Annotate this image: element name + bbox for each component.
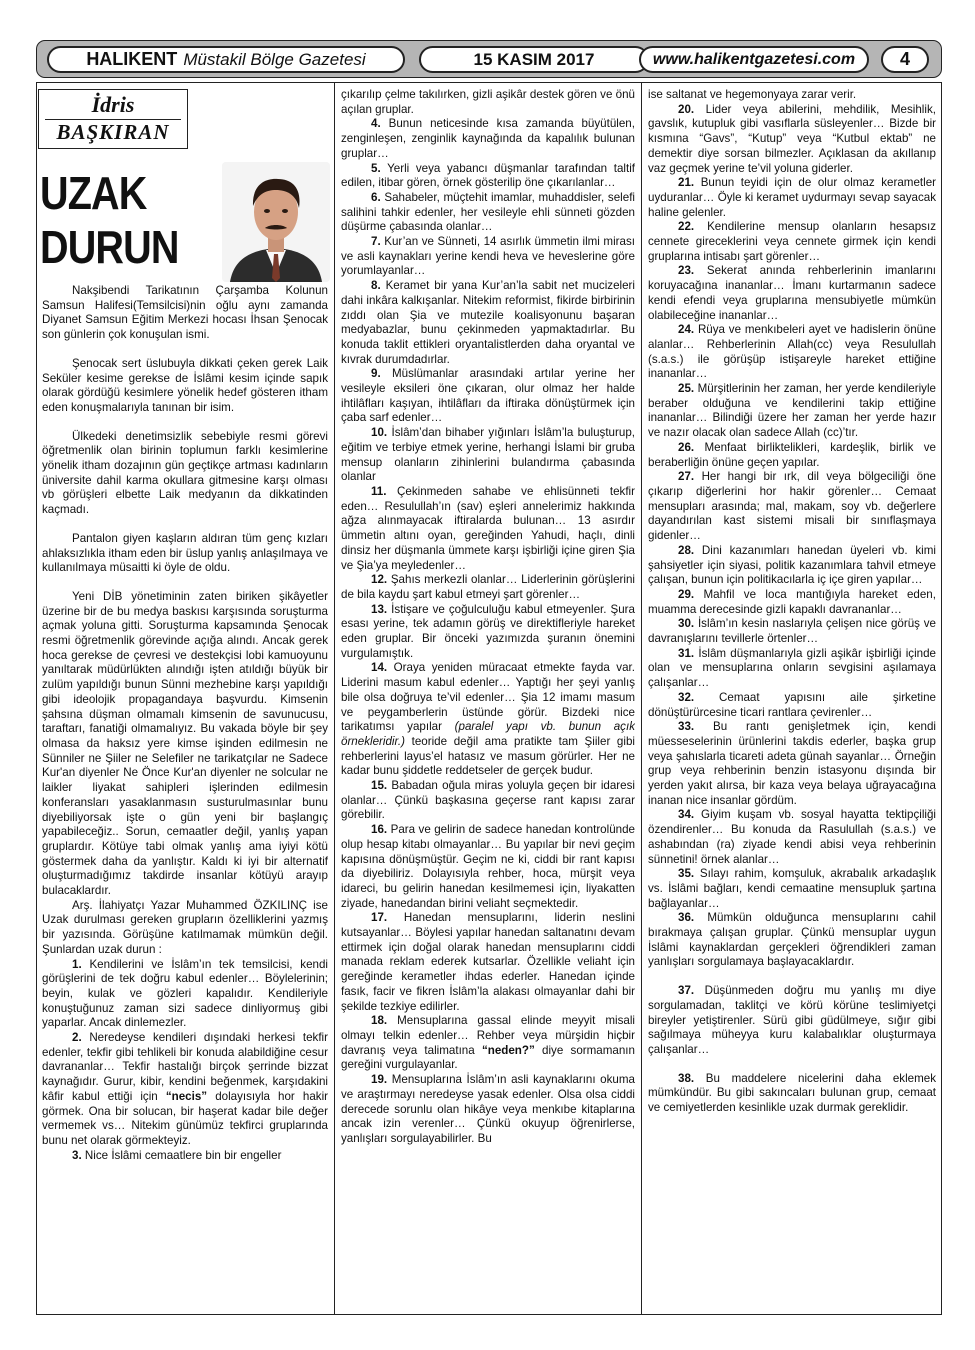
headline-line-1: UZAK (40, 167, 147, 219)
list-item: 35. Sılayı rahim, komşuluk, akrabalık arkadaşlık vs. İslâmi bağları, kendi cemaatine mensupluk şartına bağlayanlar… (648, 867, 936, 910)
column-divider (334, 82, 335, 1315)
issue-date: 15 KASIM 2017 (419, 46, 649, 73)
author-portrait-icon (222, 162, 330, 282)
list-item: 31. İslâm düşmanlarıyla gizli aşikâr işbirliği içinde olan ve mensuplarına onların sevgisini aşılamaya çalışanlar… (648, 646, 936, 690)
list-item: 19. Mensuplarına İslâm’ın asli kaynaklarını okuma ve araştırmayı neredeyse yasak edenler. Olsa olsa ciddi derecede sorunlu olan hikâye veya menkıbe kitaplarına ancak izin verenler… Çünkü okuyup öğrenirlerse, yanlışları sorgulayabilirler. Bu (341, 1073, 635, 1145)
list-item: 17. Hanedan mensuplarını, liderin neslini kutsayanlar… Böylesi yapılar hanedan saltanatını devam ettirmek için doğal olarak hanedan mensuplarını ciddi manada reklam ederek kutsarlar. Özellikle veliaht için gereğinde kerametler ihdas ederler. Hanedan içinde fasık, facir ve fikren İslâm’la alakası olmayanlar dahi bir şekilde tezkiye edilirler. (341, 911, 635, 1013)
masthead-title-pill (47, 46, 405, 73)
paragraph: Yeni DİB yönetiminin zaten biriken şikâyetler üzerine bir de bu medya baskısı karşısında soruşturma açmak yoluna gitti. Soruşturma kapsamında Şenocak resmi öğretmenlik görevinde açığa alındı. Ancak gerek hoca gerekse de çevresi ve destekçisi lobi kamuoyunu yanıltarak müdürlükten alındığı işten atıldığı büyük bir zulüm yapıldığı bunun Sünni mezhebine karşı yapıldığı gibi ideolojik propagandaya başvurdu. Kimsenin şahsına düşman olmamalı kimsenin de savunucusu, taraftarı, fanatiği olmamalıyız. Bu vakada böyle bir şey olmasa da haksız yere kimse işinden edilmesin ne Sünniler ne Şiiler ne Selefiler ne tarikatçılar ne Sadece Kur'an diyenler Ne Önce Kur'an diyenler ne solcular ne laikler liyakat sahipleri işlerinden edilmesin konferansları yasaklanmasın susturulmasınlar bunu diyebiliyorsak işte o gün yeni bir başlangıç yapabileceğiz.. Sorun, cemaatler değil, yanlış yapan gruplardır. Kötüye tabi olmak yanlış ama iyiyi kötü göstermek daha da yanlıştır. Kaldı ki iyi bir alternatif oluşturmadığımız takdirde insanlar kötüyü arayıp bulacaklardır. (42, 589, 328, 898)
paragraph: çıkarılıp çelme takılırken, gizli aşikâr destek gören ve önü açılan gruplar. (341, 88, 635, 116)
list-item: 29. Mahfil ve loca mantığıyla hareket eden, muamma derecesinde gizli kapaklı davrananlar… (648, 587, 936, 616)
list-item: 18. Mensuplarına gassal elinde meyyit misali olmayı telkin edenler… Rehber veya mürşidin hiçbir davranış veya talimatına “neden?” diye sormamanın gereğini vurgulayanlar. (341, 1014, 635, 1072)
list-item: 9. Müslümanlar arasındaki artılar yerine her vesileyle eksileri öne çıkaran, olur olmaz her halde ihtilâfları kaşıyan, ihtilâfları da iftiraka dönüştürmek için çaba sarf edenler… (341, 367, 635, 425)
list-item: 23. Sekerat anında rehberlerinin imanlarını koruyacağına inananlar… İmanı kurtarmanın sadece kendi efendi veya gruplarına mensubiyetle mümkün olabileceğine inananlar… (648, 264, 936, 322)
list-item: 28. Dini kazanımları hanedan üyeleri vb. kimi şahsiyetler için siyasi, politik kazanımlara tahvil etmeye çalışan, bunun için politikacılarla iç içe giren yapılar… (648, 543, 936, 587)
list-item: 12. Şahıs merkezli olanlar… Liderlerinin görüşlerini de bila kaydu şart kabul etmeyi şart görenler… (341, 573, 635, 601)
list-item: 38. Bu maddelere nicelerini daha eklemek mümkündür. Bu gibi sakıncaları bulunan grup, cemaat ve cemiyetlerden kesinlikle uzak durmak gereklidir. (648, 1071, 936, 1115)
list-item: 14. Oraya yeniden müracaat etmekte fayda var. Liderini masum kabul edenler… Yaptığı her şeyi yanlış bile olsa doğruya te’vil edenler… Şia 12 imamı masum ve peygamberlerin üstünde görür. Bizdeki nice tarikatımsı yapılar (paralel yapı vb. bunun açık örnekleridir.) teoride değil ama pratikte tam Şiiler gibi rehberlerini layus’el hatasız ve masum görürler. Her ne kadar bunu şiddetle reddetseler de gerçek budur. (341, 661, 635, 778)
list-item: 7. Kur’an ve Sünneti, 14 asırlık ümmetin ilmi mirası ve asli kaynakları yerine kendi heva ve heveslerine göre yorumlayanlar… (341, 235, 635, 278)
list-item: 33. Bu rantı genişletmek için, kendi müesseselerinin ürünlerini takdis ederler, başka grup veya şahıslarla ticareti adeta günah sayanlar… Örneğin grup veya rehberinin benzin istasyonu dışında bir yerden yakıt alırsa, bir kaza veya belaya uğrayacağına inanan nice insanlar gördüm. (648, 720, 936, 807)
newspaper-subtitle: Müstakil Bölge Gazetesi (183, 49, 366, 69)
list-item: 2. Neredeyse kendileri dışındaki herkesi tekfir edenler, tekfir gibi tehlikeli bir konuda alabildiğine cesur davrananlar… Tekfir hastalığı birçok şerrinde bizzat kaynağıdır. Gurur, kibir, kendini beğenmek, karşıdakini kâfir kabul ettiği için “necis” dolayısıyla hor hakir görmek. Ona bir solucan, bir haşerat kadar bile değer vermemek vs… Nitekim günümüz tekfirci gruplarında bunu net olarak görmekteyiz. (42, 1031, 328, 1147)
list-item: 24. Rüya ve menkıbeleri ayet ve hadislerin önüne alanlar… Rehberlerinin Allah(cc) veya Resulullah (s.a.s.) ile görüşüp istişareyle hareket ettiğine inananlar… (648, 323, 936, 381)
author-first-name: İdris (91, 92, 135, 117)
paragraph: Nakşibendi Tarikatının Çarşamba Kolunun Samsun Halifesi(Temsilcisi)nin oğlu aynı zamanda Diyanet Samsun Eğitim Merkezi hocası İhsan Şenocak son günlerin çok konuşulan ismi. (42, 284, 328, 342)
list-item: 22. Kendilerine mensup olanların hesapsız cennete gireceklerini veya cennete girmek için kendi gruplarına intisabı şart görenler… (648, 220, 936, 263)
list-item: 27. Her hangi bir ırk, dil veya bölgeciliği öne çıkarıp diğerlerini hor hakir görenler… Cemaat mensupları arasında; mal, makam, soy vb. değerlere dayandırılan kast sistemi misali bir sınıflaşmaya gidenler… (648, 470, 936, 543)
headline-line-2: DURUN (40, 221, 179, 273)
list-item: 15. Babadan oğula miras yoluyla geçen bir idaresi olanlar… Çünkü başkasına geçerse rant kapısı zarar görebilir. (341, 779, 635, 822)
page-number: 4 (881, 46, 929, 73)
article-column-3 (648, 88, 936, 1312)
paragraph: Ülkedeki denetimsizlik sebebiyle resmi görevi öğretmenlik olan birinin toplumun farklı kesimlerine yönelik itham dozajının gün geçtikçe artması kadınların üniversite dahil karma okullara gitmesine karşı olması vb görüşleri elbette Laik medyanın da dikkatinden kaçmadı. (42, 429, 328, 517)
list-item: 8. Keramet bir yana Kur’an’la sabit net mucizeleri dahi inkâra kalkışanlar. Nitekim reformist, fikirde birbirinin zıddı olan Şia ve mutezile koalisyonunu başaran medyabazlar, bunu çekinmeden yapmaktadırlar. Bu konuda taklit ettikleri oryantalistlerden daha oryantal ve kıvrak durumdadırlar. (341, 279, 635, 366)
list-item: 3. Nice İslâmi cemaatlere bin bir engeller (72, 1148, 282, 1162)
paragraph: Arş. İlahiyatçı Yazar Muhammed ÖZKILINÇ ise Uzak durulması gereken grupların özelliklerini yazmış bir yazısında. Görüşüne katılmamak mümkün değil. Şunlardan uzak durun : (42, 898, 328, 956)
list-item: 4. Bunun neticesinde kısa zamanda büyütülen, zenginleşen, zenginlik kaynağında da kapalılık bulunan gruplar… (341, 117, 635, 160)
newspaper-brand: HALIKENT (86, 49, 178, 69)
list-item: 13. İstişare ve çoğulculuğu kabul etmeyenler. Şura esası yerine, tek adamın görüş ve direktifleriyle hareket eden gruplar. Bir önceki yazımızda şuranın önemini vurgulamıştık. (341, 602, 635, 660)
list-item: 34. Giyim kuşam vb. sosyal hayatta tektipçiliği özendirenler… Bu konuda da Rasulullah (s.a.s.) ve ashabından (ra) ziyade kendi abisi veya rehberinin sünnetini! örnek alanlar… (648, 808, 936, 866)
column-divider (641, 82, 642, 1315)
paragraph: Şenocak sert üslubuyla dikkati çeken gerek Laik Seküler kesime gerekse de İslâmi kesim içinde sapık olarak gördüğü kesimlere yönelik hedef gösteren itham eden konuşmalarıyla tanınan bir isim. (42, 356, 328, 414)
article-column-1 (42, 284, 328, 1312)
list-item: 11. Çekinmeden sahabe ve ehlisünneti tekfir eden… Resulullah’ın (sav) eşleri annelerimiz hakkında ağza alınmayacak iftiralarda bulunan… 13 asırdır ümmetin altını oyan, gereğinden Yahudi, haçlı, dinli dinsiz her düşmanla ümmete karşı işbirliği içine giren Şia ve Şia’ya meyledenler… (341, 484, 635, 572)
author-last-name: BAŞKIRAN (45, 119, 181, 144)
list-item: 5. Yerli veya yabancı düşmanlar tarafından taltif edilen, itibar gören, örnek gösterilip öne çıkarılanlar… (341, 161, 635, 190)
list-item: 37. Düşünmeden doğru mu yanlış mı diye sorgulamadan, taklitçi ve körü körüne teslimiyetçi bireyler yetiştirenler. Sürü gibi güdülmeye, sığır gibi sağılmaya müheyya kuru kalabalıklar oluşturmaya çalışanlar… (648, 984, 936, 1056)
article-column-2 (341, 88, 635, 1312)
list-item: 30. İslâm’ın kesin naslarıyla çelişen nice görüş ve davranışlarını tevillerle örtenler… (648, 617, 936, 646)
list-item: 1. Kendilerini ve İslâm’ın tek temsilcisi, kendi görüşlerini de tek doğru kabul edenler… Böylelerinin; beyin, kulak ve gözleri kapalıdır. Kendileriyle konuştuğunuz zaman sizi sadece dinliyormuş gibi yaparlar. Ancak dinlemezler. (42, 957, 328, 1030)
list-item: 16. Para ve gelirin de sadece hanedan kontrolünde olup hesap kitabı olmayanlar… Bu yapılar bir nevi geçim kapısına dönüşmüştür. Geçim ne ki, ciddi bir rant kapısı da diyebiliriz. Dolayısıyla rehber, hoca, mürşit veya idareci, bu gelirin hanedan kesilmemesi için, liyakatten ziyade, hanedandan birini veliaht seçmektedir. (341, 823, 635, 910)
masthead-bar (36, 40, 942, 78)
list-item: 10. İslâm’dan bihaber yığınları İslâm’la buluşturup, eğitim ve terbiye etmek yerine, herhangi İslami bir gruba mensup olanların zihinlerini bulandırma çabasında olanlar (341, 426, 635, 484)
list-item: 32. Cemaat yapısını aile şirketine dönüştürürcesine ticari rantlara çevirenler… (648, 690, 936, 719)
paragraph: ise saltanat ve hegemonyaya zarar verir. (648, 88, 857, 101)
website-link[interactable]: www.halikentgazetesi.com (639, 46, 869, 73)
list-item: 25. Mürşitlerinin her zaman, her yerde kendileriyle beraber olduğuna ve kendilerini takip ettiğine inananlar… Bilindiği üzere her zaman her yerde hazır ve nazır olacak olan sadece Allah (cc)’tır. (648, 382, 936, 440)
list-item: 26. Menfaat birliktelikleri, kardeşlik, birlik ve beraberliğin önüne geçen yapılar. (648, 440, 936, 469)
list-item: 36. Mümkün olduğunca mensuplarını cahil bırakmaya çalışan gruplar. Çünkü mensuplar uygun İslâmi kaynaklardan gerçekleri öğrendikleri zaman yanlışları sorgulamaya başlayacaklardır. (648, 911, 936, 969)
list-item: 20. Lider veya abilerini, mehdilik, Mesihlik, gavslık, kutupluk gibi vasıflarla süsleyenler… Bizde bir kısmına “Gavs”, “Kutup” veya “Kutbul ektab” ne demektir diye sorsan bilmezler. Açıklasan da akıllanıp vaz geçmek yerine te’vil yoluna giderler. (648, 102, 936, 175)
list-item: 6. Sahabeler, müçtehit imamlar, muhaddisler, selefi salihini tahkir edenler, her vesileyle ehli sünneti gözden düşürme çabasında olanlar… (341, 190, 635, 234)
author-byline (38, 89, 188, 149)
paragraph: Pantalon giyen kaşların aldıran tüm genç kızları ahlaksızlıkla itham eden bir üslup yanlış anlaşılmaya ve kullanılmaya müsaitti ki öyle de oldu. (42, 531, 328, 575)
list-item: 21. Bunun teyidi için de olur olmaz kerametler uyduranlar… Öyle ki keramet uydurmayı sevap sayacak haline gelenler. (648, 176, 936, 219)
